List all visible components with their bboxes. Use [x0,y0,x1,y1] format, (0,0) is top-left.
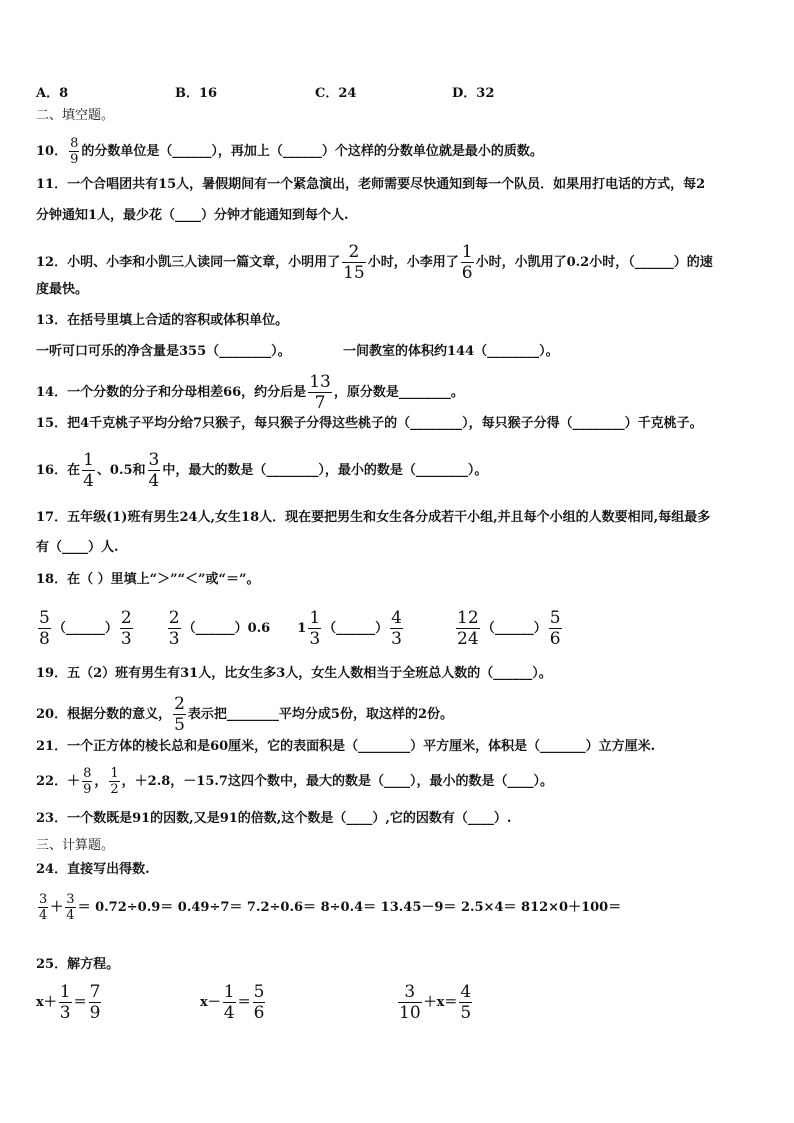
equation-3: $\frac{3}{10}$ ＋x＝ $\frac{4}{5}$ [399,982,472,1023]
question-23: 23．一个数既是91的因数,又是91的倍数,这个数是（____）,它的因数有（____）. [36,811,512,826]
question-22: 22．＋ $\frac{8}{9}$ ， $\frac{1}{2}$ ，＋2.8，－15.7这四个数中，最大的数是（____），最小的数是（____）。 [36,766,553,797]
equation-2: x－ $\frac{1}{4}$ ＝ $\frac{5}{6}$ [200,982,265,1023]
question-25-title: 25．解方程。 [36,957,120,972]
question-21: 21．一个正方体的棱长总和是60厘米，它的表面积是（________）平方厘米，体积是（_______）立方厘米. [36,739,656,754]
question-13-right: 一间教室的体积约144（________）。 [343,344,559,359]
question-17-line1: 17．五年级(1)班有男生24人,女生18人．现在要把男生和女生各分成若干小组,并且每个小组的人数要相同,每组最多 [36,510,711,525]
question-18-title: 18．在（ ）里填上“＞”“＜”或“＝”。 [36,572,260,587]
choice-c: C．24 [315,86,357,101]
question-19: 19．五（2）班有男生有31人，比女生多3人，女生人数相当于全班总人数的（______）。 [36,666,552,681]
question-16: 16．在 $\frac{1}{4}$ 、0.5和 $\frac{3}{4}$ 中，最大的数是（________），最小的数是（________）。 [36,450,488,491]
question-12-line2: 度最快。 [36,282,89,297]
question-20: 20．根据分数的意义， $\frac{2}{5}$ 表示把________平均分成5份，取这样的2份。 [36,694,454,735]
equation-1: x＋ $\frac{1}{3}$ ＝ $\frac{7}{9}$ [36,982,101,1023]
question-13-title: 13．在括号里填上合适的容积或体积单位。 [36,313,289,328]
fraction: $\frac{8}{9}$ [70,136,79,167]
question-15: 15．把4千克桃子平均分给7只猴子，每只猴子分得这些桃子的（________），每只猴子分得（________）千克桃子。 [36,416,703,431]
question-11-line2: 分钟通知1人，最少花（____）分钟才能通知到每个人. [36,208,349,223]
question-18-comparisons: $\frac{5}{8}$ （______） $\frac{2}{3}$ $\frac{2}{3}$ （______）0.6 1 $\frac{1}{3}$ （______） $\frac{4}{3}$ $\frac{12}{24}$ （______） $\frac{5}{6}$ [39,608,561,649]
section-heading-fill-blank: 二、填空题。 [36,108,115,123]
question-24-title: 24．直接写出得数. [36,862,150,877]
question-24-expressions: $\frac{3}{4}$ ＋ $\frac{3}{4}$ ＝ 0.72÷0.9＝ 0.49÷7＝ 7.2÷0.6＝ 8÷0.4＝ 13.45－9＝ 2.5×4＝ 812×0＋100＝ [39,892,622,923]
question-13-left: 一听可口可乐的净含量是355（________）。 [36,344,291,359]
question-17-line2: 有（____）人. [36,540,119,555]
question-10: 10． $\frac{8}{9}$ 的分数单位是（______），再加上（______）个这样的分数单位就是最小的质数。 [36,136,543,167]
question-14: 14．一个分数的分子和分母相差66，约分后是 $\frac{13}{7}$ ，原分数是________。 [36,372,464,413]
choice-d: D．32 [452,86,495,101]
question-12: 12．小明、小李和小凯三人读同一篇文章，小明用了 $\frac{2}{15}$ 小时，小李用了 $\frac{1}{6}$ 小时，小凯用了0.2小时，（______）的速 [36,242,713,283]
question-11-line1: 11．一个合唱团共有15人，暑假期间有一个紧急演出，老师需要尽快通知到每一个队员．如果用打电话的方式，每2 [36,177,706,192]
choice-b: B．16 [175,86,218,101]
section-heading-calculation: 三、计算题。 [36,838,115,853]
choice-a: A．8 [36,86,69,101]
